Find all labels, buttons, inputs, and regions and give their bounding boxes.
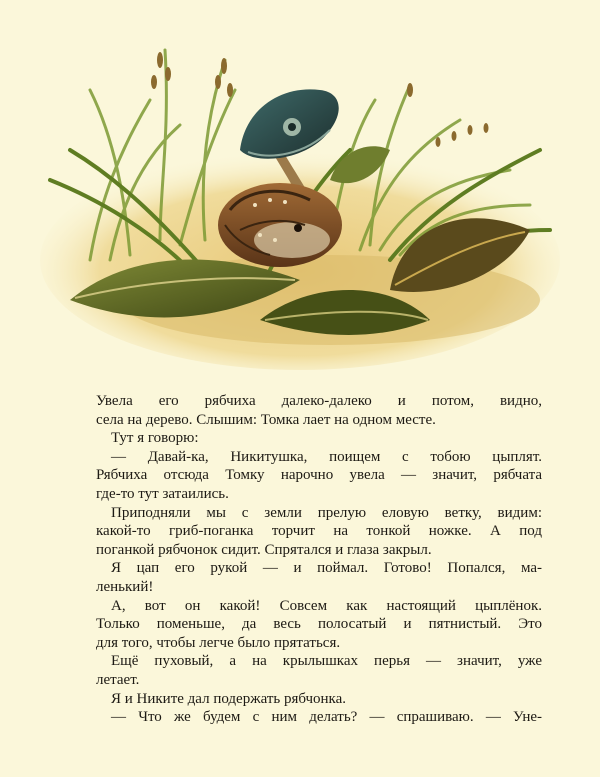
text-line: Я цап его рукой — и поймал. Готово! Попался, ма-	[111, 560, 542, 577]
text-line: ленький!	[96, 578, 154, 595]
text-line: Тут я говорю:	[111, 430, 199, 447]
text-line: Я и Никите дал подержать рябчонка.	[111, 690, 346, 707]
text-line: Только поменьше, да весь полосатый и пятнистый. Это	[96, 616, 542, 633]
text-line: для того, чтобы легче было прятаться.	[96, 634, 341, 651]
text-line: Рябчиха отсюда Томку нарочно увела — значит, рябчата	[96, 467, 542, 484]
text-line: летает.	[96, 671, 140, 688]
toadstool-cap	[240, 89, 339, 158]
text-line: где-то тут затаились.	[96, 485, 229, 502]
text-line: Увела его рябчиха далеко-далеко и потом, видно,	[96, 393, 542, 409]
story-text	[96, 392, 542, 727]
illustration	[30, 30, 570, 370]
text-line: поганкой рябчонок сидит. Спрятался и глаза закрыл.	[96, 541, 432, 558]
grouse-chick	[218, 183, 342, 267]
text-line: какой-то гриб-поганка торчит на тонкой ножке. А под	[96, 523, 542, 540]
text-line: — Что же будем с ним делать? — спрашиваю. — Уне-	[111, 709, 542, 726]
text-line: Приподняли мы с земли прелую еловую ветку, видим:	[111, 504, 542, 521]
text-line: А, вот он какой! Совсем как настоящий цыплёнок.	[111, 597, 542, 614]
text-line: села на дерево. Слышим: Томка лает на одном месте.	[96, 411, 436, 428]
text-line: Ещё пуховый, а на крылышках перья — значит, уже	[111, 653, 542, 670]
text-line: — Давай-ка, Никитушка, поищем с тобою цыплят.	[111, 448, 542, 465]
